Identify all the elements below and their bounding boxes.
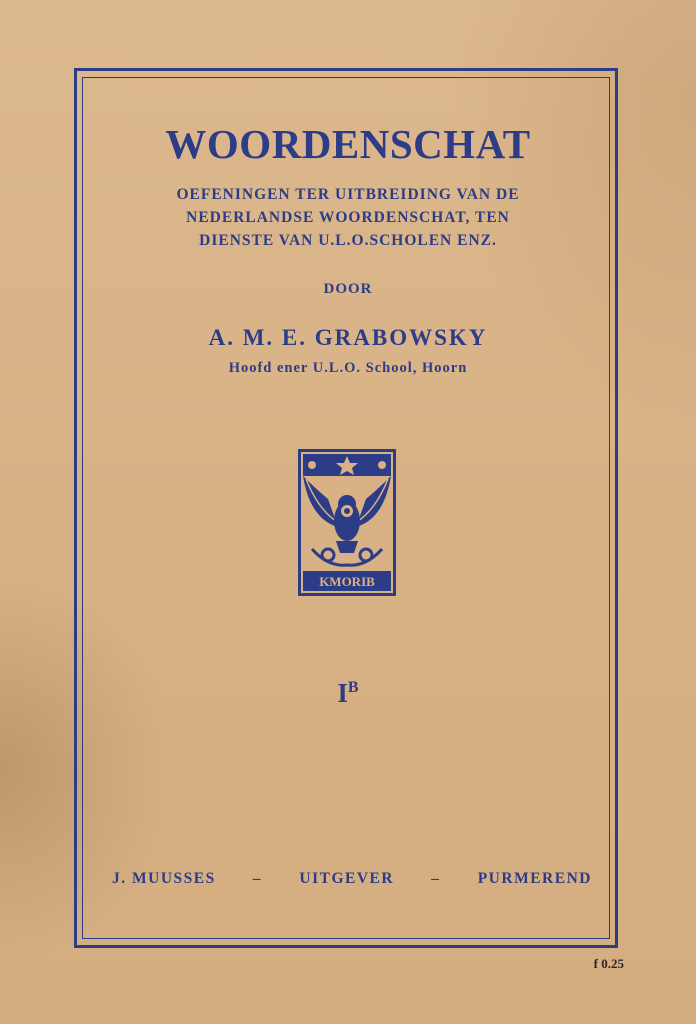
volume-main: I <box>337 678 348 708</box>
by-label: DOOR <box>323 281 373 297</box>
publisher-city: PURMEREND <box>477 870 592 887</box>
volume-number <box>0 678 696 709</box>
subtitle-line: DIENSTE VAN U.L.O.SCHOLEN ENZ. <box>199 232 497 249</box>
publisher-name: J. MUUSSES <box>112 870 216 887</box>
price-label: f 0.25 <box>593 956 624 971</box>
author-name: A. M. E. GRABOWSKY <box>208 325 488 350</box>
separator: – <box>252 870 263 887</box>
emblem-text: KMORIB <box>319 574 375 589</box>
volume-superscript: B <box>347 679 359 696</box>
author-affiliation: Hoofd ener U.L.O. School, Hoorn <box>228 360 468 376</box>
publisher-line <box>112 870 592 888</box>
publisher-emblem-icon <box>298 449 396 596</box>
subtitle-line: OEFENINGEN TER UITBREIDING VAN DE <box>176 186 520 203</box>
cover-title: WOORDENSCHAT <box>165 121 531 167</box>
publisher-role: UITGEVER <box>299 870 395 887</box>
separator: – <box>431 870 441 887</box>
cover-subtitle <box>120 183 576 252</box>
subtitle-line: NEDERLANDSE WOORDENSCHAT, TEN <box>186 209 510 226</box>
